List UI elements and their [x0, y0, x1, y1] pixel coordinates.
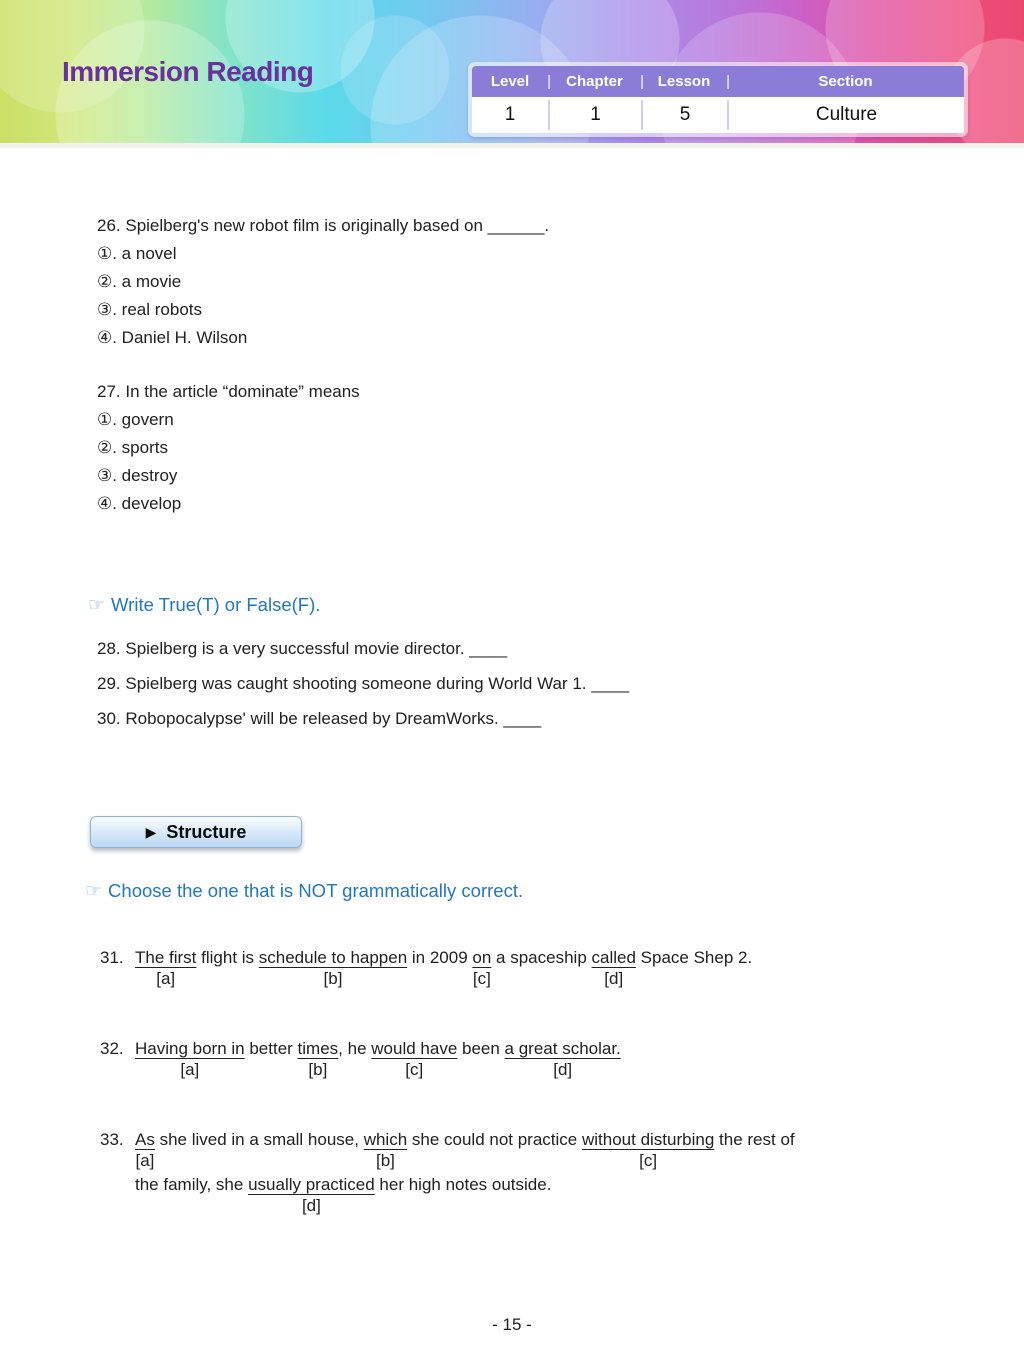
sentence-text: she could not practice	[407, 1130, 582, 1149]
column-header-level	[472, 73, 551, 90]
underlined-text: which	[363, 1130, 408, 1149]
sentence-text: the family, she	[135, 1175, 249, 1194]
pointing-hand-icon: ☞	[88, 595, 106, 616]
true-false-heading-text: Write True(T) or False(F).	[111, 594, 321, 615]
choice-marker[interactable]: [b]	[375, 1151, 395, 1170]
underlined-segment	[135, 1130, 155, 1170]
lesson-info-header-row	[472, 66, 964, 97]
answer-option[interactable]: ②. a movie	[97, 272, 182, 291]
question-sentence	[135, 1117, 985, 1215]
chapter-value: 1	[548, 100, 641, 130]
underlined-text: a great scholar.	[504, 1039, 621, 1058]
question-sentence	[135, 935, 985, 988]
sentence-text: flight is	[196, 948, 259, 967]
question-text: 26. Spielberg's new robot film is originally based on ______.	[97, 216, 550, 235]
grammar-section	[0, 935, 1024, 1225]
underlined-text: The first	[135, 948, 197, 967]
underlined-text: called	[591, 948, 636, 967]
sentence-text: a spaceship	[491, 948, 592, 967]
sentence-text: the rest of	[714, 1130, 795, 1149]
sentence-text: Space Shep 2.	[635, 948, 753, 967]
underlined-segment	[371, 1039, 458, 1079]
sentence-text: in 2009	[407, 948, 473, 967]
mcq-section	[0, 212, 1024, 518]
answer-option[interactable]: ③. real robots	[97, 300, 203, 319]
choice-marker[interactable]: [b]	[308, 1060, 328, 1079]
true-false-item: 30. Robopocalypse' will be released by DreamWorks. ____	[97, 709, 542, 728]
sentence-text: better	[244, 1039, 298, 1058]
lesson-value: 5	[641, 100, 727, 130]
underlined-segment	[591, 948, 636, 988]
underlined-text: without disturbing	[581, 1130, 715, 1149]
grammar-instruction-text: Choose the one that is NOT grammatically correct.	[108, 880, 524, 901]
underlined-text: would have	[371, 1039, 458, 1058]
mcq-question	[97, 212, 1024, 352]
true-false-heading	[88, 590, 1024, 621]
column-header-label: Chapter	[566, 73, 623, 90]
sentence-text: been	[457, 1039, 505, 1058]
choice-marker[interactable]: [d]	[553, 1060, 573, 1079]
column-header-lesson	[641, 73, 730, 90]
underlined-segment	[472, 948, 492, 988]
choice-marker[interactable]: [c]	[639, 1151, 658, 1170]
level-value: 1	[504, 104, 516, 125]
answer-option[interactable]: ①. a novel	[97, 244, 177, 263]
structure-button[interactable]	[90, 816, 302, 848]
grammar-instruction	[85, 876, 1024, 907]
question-text: 27. In the article “dominate” means	[97, 382, 360, 401]
mcq-question	[97, 378, 1024, 518]
answer-option[interactable]: ①. govern	[97, 410, 174, 429]
column-header-section	[727, 73, 964, 90]
structure-button-label: Structure	[166, 821, 247, 842]
answer-option[interactable]: ④. develop	[97, 494, 182, 513]
play-icon: ▶	[145, 823, 157, 840]
worksheet-body	[0, 212, 1024, 1225]
question-sentence	[135, 1026, 985, 1079]
underlined-segment	[135, 948, 197, 988]
app-logo: Immersion Reading	[62, 56, 314, 87]
header-banner	[0, 0, 1024, 148]
underlined-segment	[581, 1130, 715, 1170]
underlined-text: schedule to happen	[258, 948, 408, 967]
answer-option[interactable]: ④. Daniel H. Wilson	[97, 328, 248, 347]
column-separator: |	[640, 73, 644, 90]
underlined-text: As	[135, 1130, 155, 1149]
page-number: - 15 -	[492, 1315, 532, 1334]
underlined-text: usually practiced	[248, 1175, 375, 1194]
answer-option[interactable]: ③. destroy	[97, 466, 178, 485]
question-number: 33.	[100, 1130, 124, 1149]
column-header-label: Level	[490, 73, 530, 90]
underlined-segment	[258, 948, 408, 988]
choice-marker[interactable]: [c]	[472, 969, 491, 988]
answer-option[interactable]: ②. sports	[97, 438, 168, 457]
grammar-question	[100, 935, 1024, 998]
true-false-list	[97, 631, 1024, 736]
grammar-question	[100, 1026, 1024, 1089]
underlined-text: times	[297, 1039, 339, 1058]
column-header-label: Lesson	[657, 73, 711, 90]
lesson-info-value-row	[472, 97, 964, 133]
underlined-segment	[504, 1039, 621, 1079]
sentence-text: she lived in a small house,	[154, 1130, 364, 1149]
sentence-text: her high notes outside.	[374, 1175, 552, 1194]
grammar-question	[100, 1117, 1024, 1225]
column-separator: |	[547, 73, 551, 90]
choice-marker[interactable]: [d]	[604, 969, 624, 988]
choice-marker[interactable]: [d]	[301, 1196, 321, 1215]
underlined-segment	[363, 1130, 408, 1170]
choice-marker[interactable]: [b]	[323, 969, 343, 988]
underlined-segment	[135, 1039, 245, 1079]
true-false-item: 28. Spielberg is a very successful movie director. ____	[97, 639, 508, 658]
true-false-item: 29. Spielberg was caught shooting someone during World War 1. ____	[97, 674, 630, 693]
column-header-chapter	[548, 73, 644, 90]
choice-marker[interactable]: [c]	[405, 1060, 424, 1079]
choice-marker[interactable]: [a]	[180, 1060, 200, 1079]
column-header-label: Section	[818, 73, 873, 90]
sentence-text: , he	[338, 1039, 372, 1058]
question-number: 31.	[100, 948, 124, 967]
underlined-segment	[297, 1039, 339, 1079]
pointing-hand-icon: ☞	[85, 881, 103, 902]
lesson-info-table	[468, 62, 968, 137]
underlined-text: Having born in	[135, 1039, 245, 1058]
question-number: 32.	[100, 1039, 124, 1058]
underlined-text: on	[472, 948, 492, 967]
section-value: Culture	[727, 100, 964, 130]
underlined-segment	[248, 1175, 375, 1215]
column-separator: |	[726, 73, 730, 90]
choice-marker[interactable]: [a]	[156, 969, 176, 988]
choice-marker[interactable]: [a]	[135, 1151, 155, 1170]
